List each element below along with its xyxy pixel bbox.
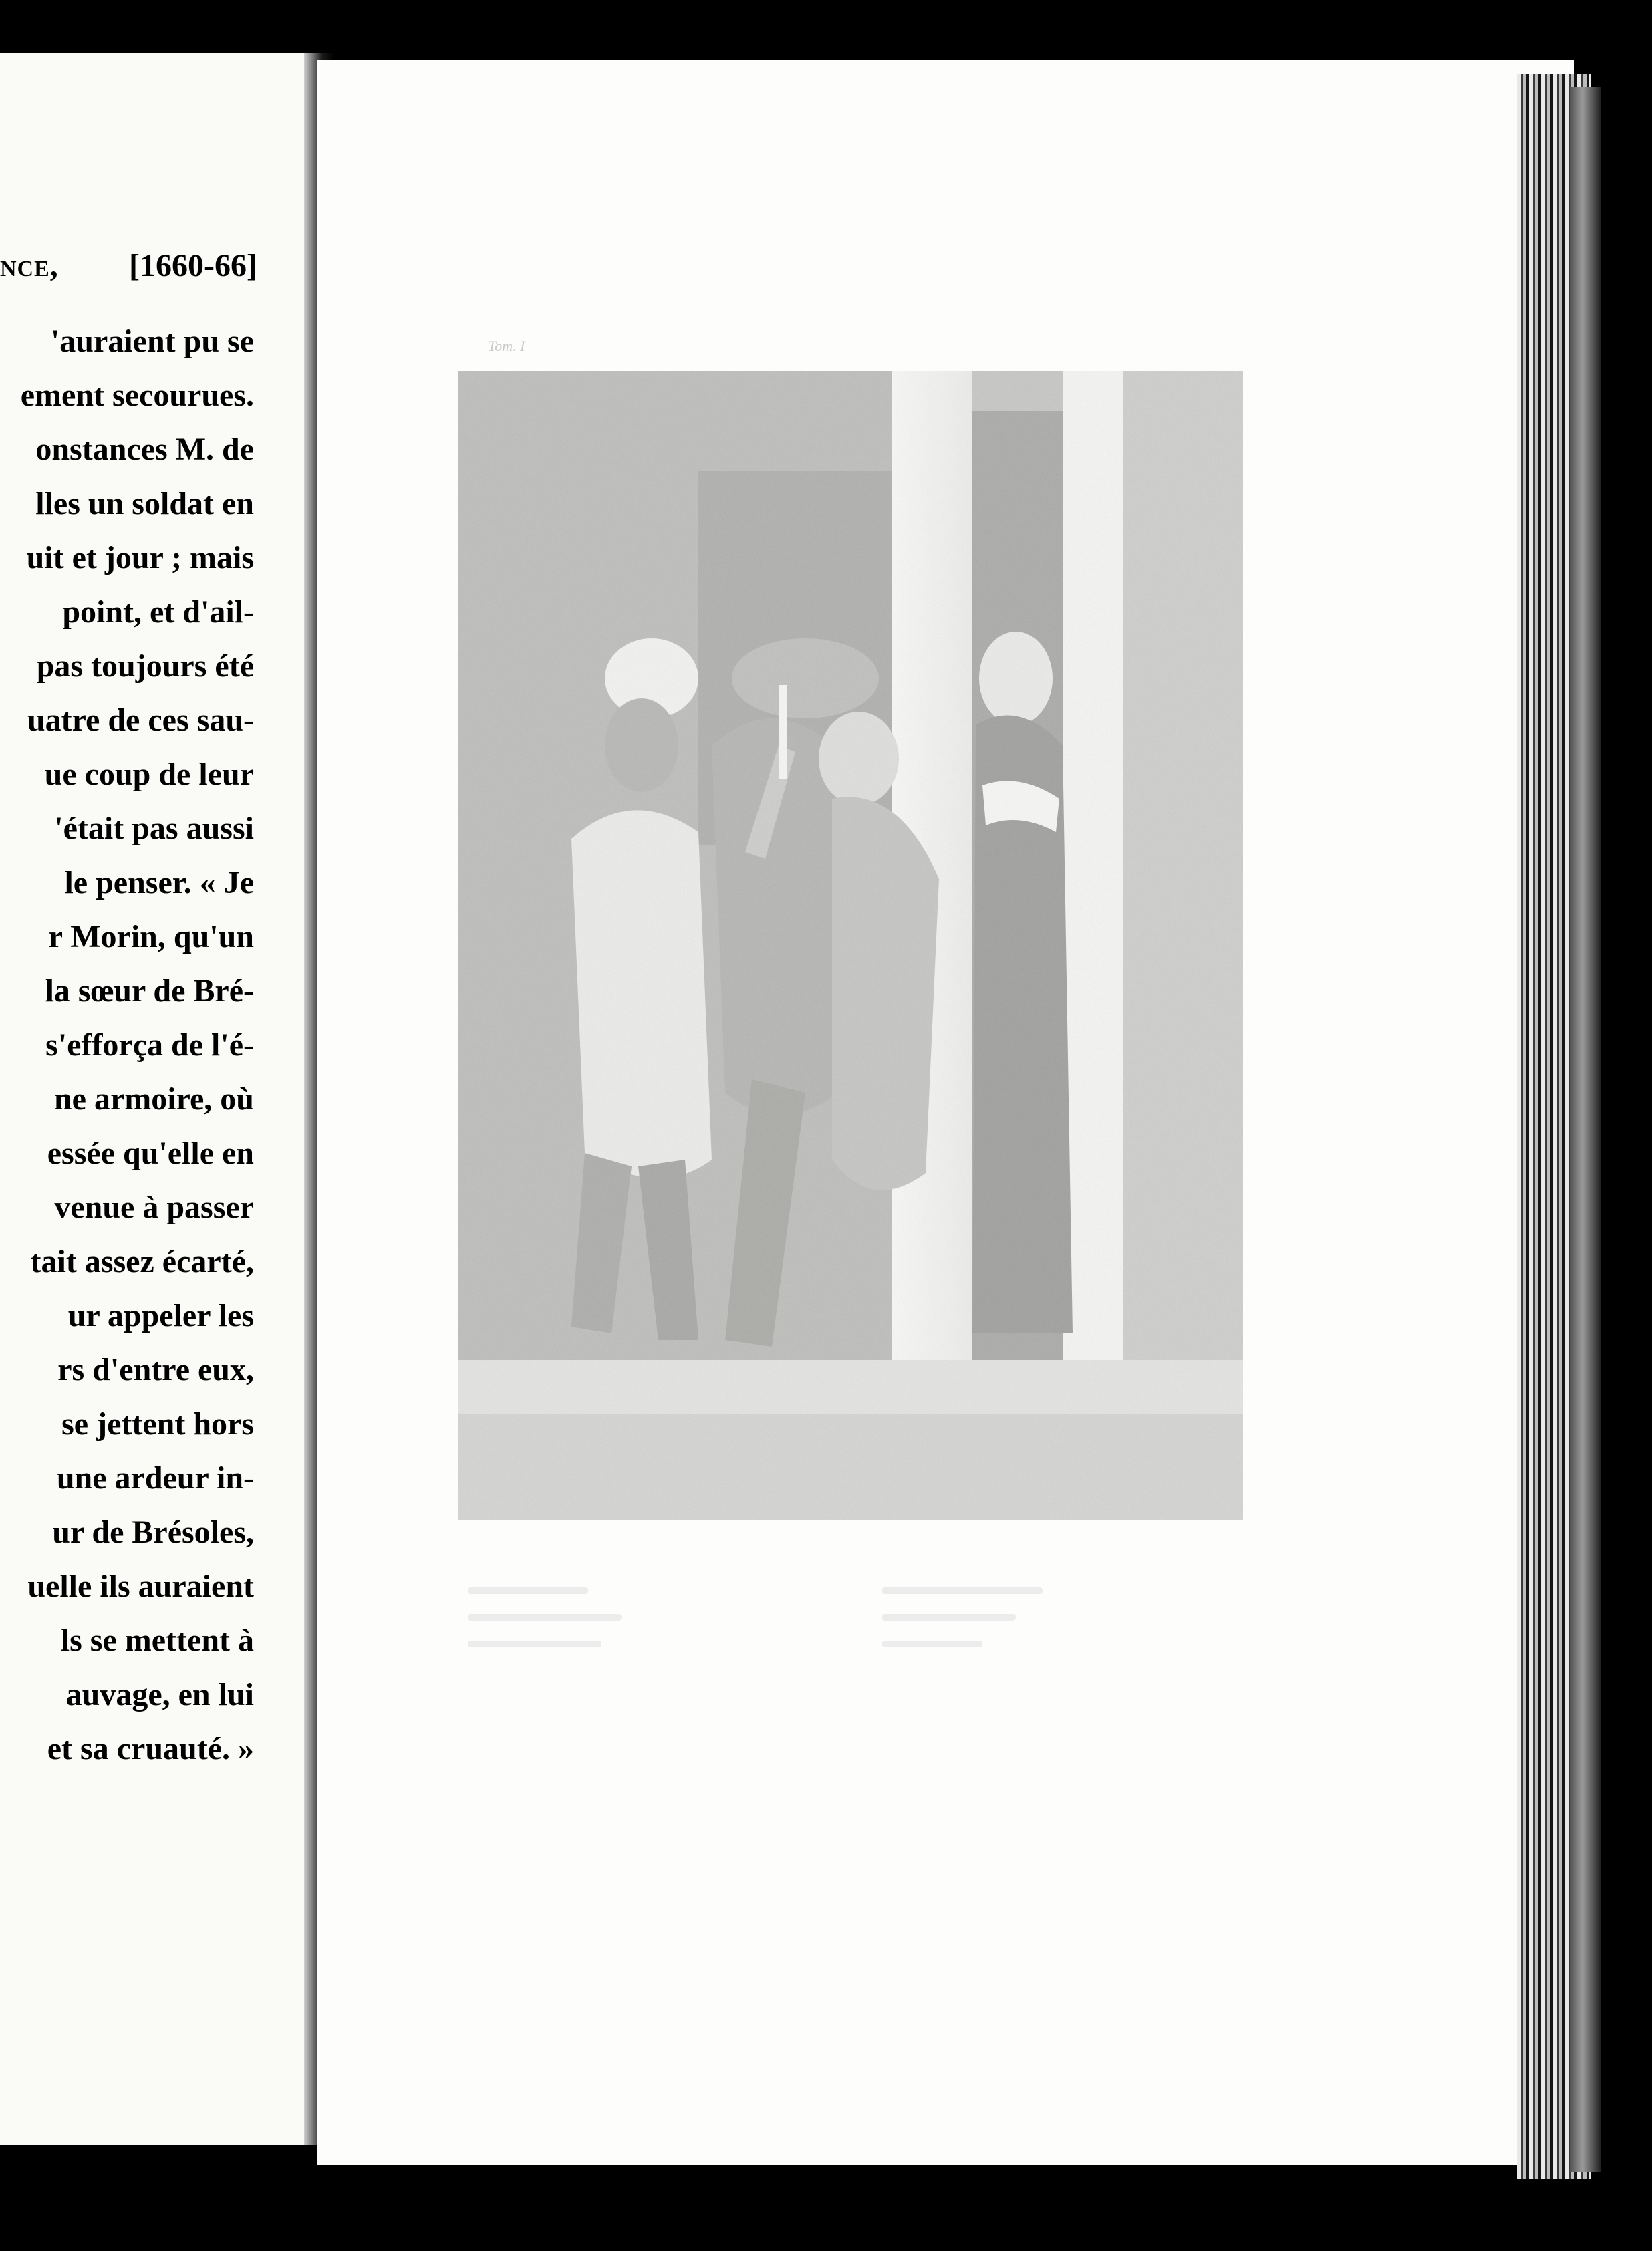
engraved-illustration — [458, 371, 1243, 1520]
text-line: rs d'entre eux, — [57, 1352, 254, 1387]
running-head-title: nce, — [0, 248, 59, 283]
running-head-years: [1660-66] — [129, 248, 257, 283]
text-line: se jettent hors — [61, 1406, 254, 1442]
text-line: essée qu'elle en — [47, 1136, 254, 1171]
text-line: le penser. « Je — [64, 865, 254, 900]
text-line: point, et d'ail- — [62, 594, 254, 630]
text-line: onstances M. de — [35, 432, 254, 467]
text-line: ement secourues. — [20, 378, 254, 413]
text-line: venue à passer — [54, 1190, 254, 1225]
text-line: pas toujours été — [36, 648, 254, 684]
faint-caption-line — [468, 1614, 622, 1621]
text-line: ne armoire, où — [53, 1081, 254, 1117]
text-line: 'auraient pu se — [50, 323, 254, 359]
text-line: une ardeur in- — [56, 1460, 254, 1496]
faint-caption-line — [882, 1641, 982, 1647]
text-line: ur de Brésoles, — [52, 1514, 254, 1550]
faint-plate-caption — [468, 1587, 1236, 1688]
text-line: 'était pas aussi — [54, 811, 254, 846]
illustration-image — [458, 371, 1243, 1520]
text-line: et sa cruauté. » — [47, 1731, 254, 1766]
faint-caption-line — [468, 1587, 588, 1594]
text-line: tait assez écarté, — [30, 1244, 254, 1279]
text-line: lles un soldat en — [35, 486, 254, 521]
faint-caption-line — [882, 1614, 1016, 1621]
running-head — [0, 247, 257, 287]
text-line: auvage, en lui — [65, 1677, 254, 1712]
binding-edge — [1570, 87, 1601, 2172]
faint-caption-line — [882, 1587, 1043, 1594]
text-line: uelle ils auraient — [27, 1569, 254, 1604]
text-line: ls se mettent à — [60, 1623, 254, 1658]
text-line: la sœur de Bré- — [45, 973, 254, 1009]
left-page-text — [0, 314, 254, 1776]
text-line: ur appeler les — [67, 1298, 254, 1333]
text-line: uatre de ces sau- — [27, 702, 254, 738]
plate-label: Tom. I — [488, 338, 525, 354]
text-line: r Morin, qu'un — [48, 919, 254, 954]
text-line: uit et jour ; mais — [26, 540, 254, 575]
text-line: ue coup de leur — [44, 757, 254, 792]
faint-caption-line — [468, 1641, 601, 1647]
text-line: s'efforça de l'é- — [45, 1027, 254, 1063]
